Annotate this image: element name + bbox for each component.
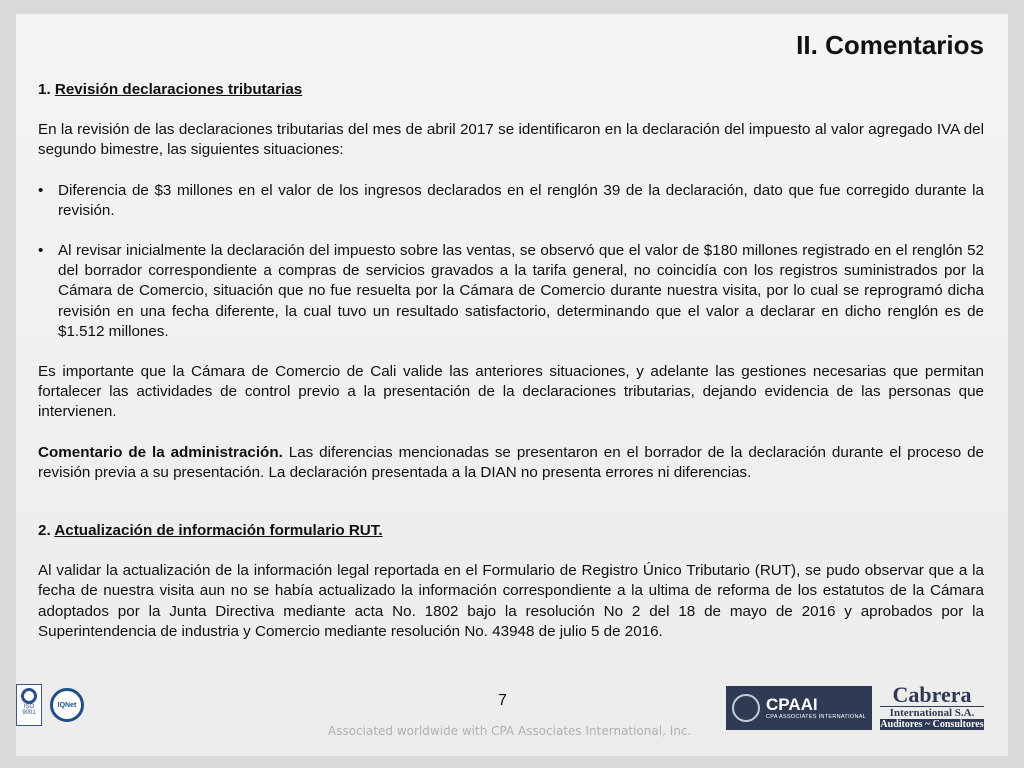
associated-footer-text: Associated worldwide with CPA Associates International, Inc.: [328, 724, 692, 738]
page-number: 7: [498, 692, 507, 709]
section1-conclusion: Es importante que la Cámara de Comercio de Cali valide las anteriores situaciones, y adelante las gestiones necesarias que permitan fortalecer las actividades de control previo a la presentación de la declaraciones tributarias, dejando evidencia de las personas que intervienen.: [38, 363, 984, 421]
section2-body: Al validar la actualización de la información legal reportada en el Formulario de Registro Único Tributario (RUT), se pudo observar que a la fecha de nuestra visita aun no se había actualizado la información correspondiente a la ultima de reforma de los estatutos de la Cámara adoptados por la Junta Directiva mediante acta No. 1802 bajo la resolución No 2 del 18 de mayo de 2016 y aprobados por la Superintendencia de industria y Comercio mediante resolución No. 43948 de julio 5 de 2016.: [38, 562, 984, 640]
slide: [16, 14, 1008, 756]
bullet-item: • Al revisar inicialmente la declaración del impuesto sobre las ventas, se observó que el valor de $180 millones registrado en el renglón 52 del borrador correspondiente a compras de servicios gravados a la tarifa general, no coincidía con los registros suministrados por la Cámara de Comercio, situación que no fue resuelta por la Cámara de Comercio durante nuestra visita, por lo cual se reprogramó dicha revisión en una fecha diferente, la cual tuvo un resultado satisfactorio, determinando que el valor a declarar en dicho renglón es de $1.512 millones.: [38, 242, 984, 340]
bullet-item: • Diferencia de $3 millones en el valor de los ingresos declarados en el renglón 39 de la declaración, dato que fue corregido durante la revisión.: [38, 181, 984, 219]
slide-content: [38, 80, 984, 642]
page-title: II. Comentarios: [796, 30, 984, 60]
certification-icon: [21, 688, 37, 704]
iso-certification-logo: ISO 9001: [16, 684, 42, 726]
iqnet-logo: IQNet: [50, 688, 84, 722]
globe-icon: [732, 694, 760, 722]
admin-comment: Comentario de la administración. Las diferencias mencionadas se presentaron en el borrador de la declaración durante el proceso de revisión previa a su presentación. La declaración presentada a la DIAN no presenta errores ni diferencias.: [38, 443, 984, 481]
cpaai-logo: CPAAI CPA ASSOCIATES INTERNATIONAL: [726, 686, 872, 730]
section1-heading: 1. Revisión declaraciones tributarias: [38, 81, 303, 98]
section2-heading: 2. Actualización de información formulario RUT.: [38, 522, 383, 540]
cabrera-logo: Cabrera International S.A. Auditores ~ Consultores: [880, 682, 984, 730]
section1-intro: En la revisión de las declaraciones tributarias del mes de abril 2017 se identificaron en la declaración del impuesto al valor agregado IVA del segundo bimestre, las siguientes situaciones:: [38, 121, 984, 159]
